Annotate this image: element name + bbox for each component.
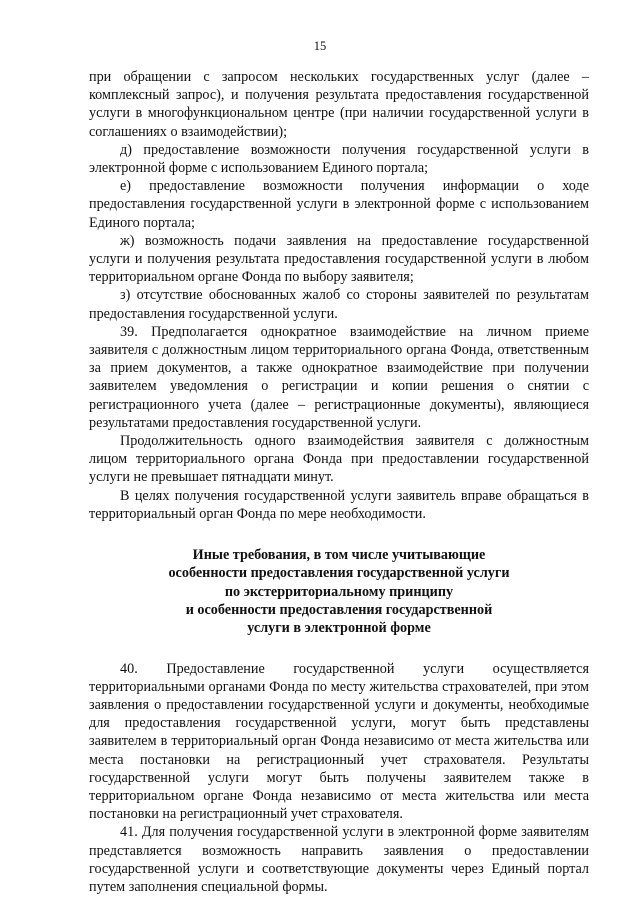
section-heading-line: особенности предоставления государственной услуги	[168, 565, 510, 582]
list-item-zh: ж) возможность подачи заявления на предоставление государственной услуги и получения результата предоставления государственной услуги в любом территориальном органе Фонда по выбору заявителя;	[89, 232, 589, 286]
section-heading-line: Иные требования, в том числе учитывающие	[192, 547, 486, 564]
page-number: 15	[313, 39, 327, 53]
paragraph-40: 40. Предоставление государственной услуги осуществляется территориальными органами Фонда по месту жительства страхователей, при этом заявления о предоставлении государственной услуги и документы, необходимые для предоставления государственной услуги, могут быть представлены заявителем в территориальный орган Фонда независимо от места жительства или места постановки на регистрационный учет страхователя. Результаты государственной услуги могут быть получены заявителем также в территориальном органе Фонда независимо от места жительства или места постановки на регистрационный учет страхователя.	[89, 660, 589, 823]
section-heading-line: услуги в электронной форме	[247, 620, 431, 637]
paragraph-41: 41. Для получения государственной услуги в электронной форме заявителям представляется возможность направить заявления о предоставлении государственной услуги и соответствующие документы через Единый портал путем заполнения специальной формы.	[89, 824, 589, 895]
document-body	[89, 68, 589, 896]
paragraph-39: 39. Предполагается однократное взаимодействие на личном приеме заявителя с должностным лицом территориального органа Фонда, ответственным за прием документов, а также однократное взаимодействие при получении заявителем уведомления о регистрации и копии решения о снятии с регистрационного учета (далее – регистрационные документы), являющиеся результатами предоставления государственной услуги.	[89, 323, 589, 431]
list-item-e: е) предоставление возможности получения информации о ходе предоставления государственной услуги в электронной форме с использованием Единого портала;	[89, 178, 589, 231]
list-item-z: з) отсутствие обоснованных жалоб со стороны заявителей по результатам предоставления государственной услуги.	[89, 287, 589, 322]
section-heading	[89, 546, 589, 637]
paragraph-complex-request-continuation: при обращении с запросом нескольких государственных услуг (далее – комплексный запрос), и получения результата предоставления государственной услуги в многофункциональном центре (при наличии государственной услуги в соглашениях о взаимодействии);	[89, 69, 589, 140]
paragraph-applicant-visits: В целях получения государственной услуги заявитель вправе обращаться в территориальный орган Фонда по мере необходимости.	[89, 487, 589, 522]
section-heading-line: и особенности предоставления государственной	[185, 601, 493, 618]
section-heading-line: по экстерриториальному принципу	[224, 583, 454, 600]
list-item-d: д) предоставление возможности получения государственной услуги в электронной форме с использованием Единого портала;	[89, 141, 589, 177]
paragraph-interaction-duration: Продолжительность одного взаимодействия заявителя с должностным лицом территориального органа Фонда при предоставлении государственной услуги не превышает пятнадцати минут.	[89, 433, 589, 486]
